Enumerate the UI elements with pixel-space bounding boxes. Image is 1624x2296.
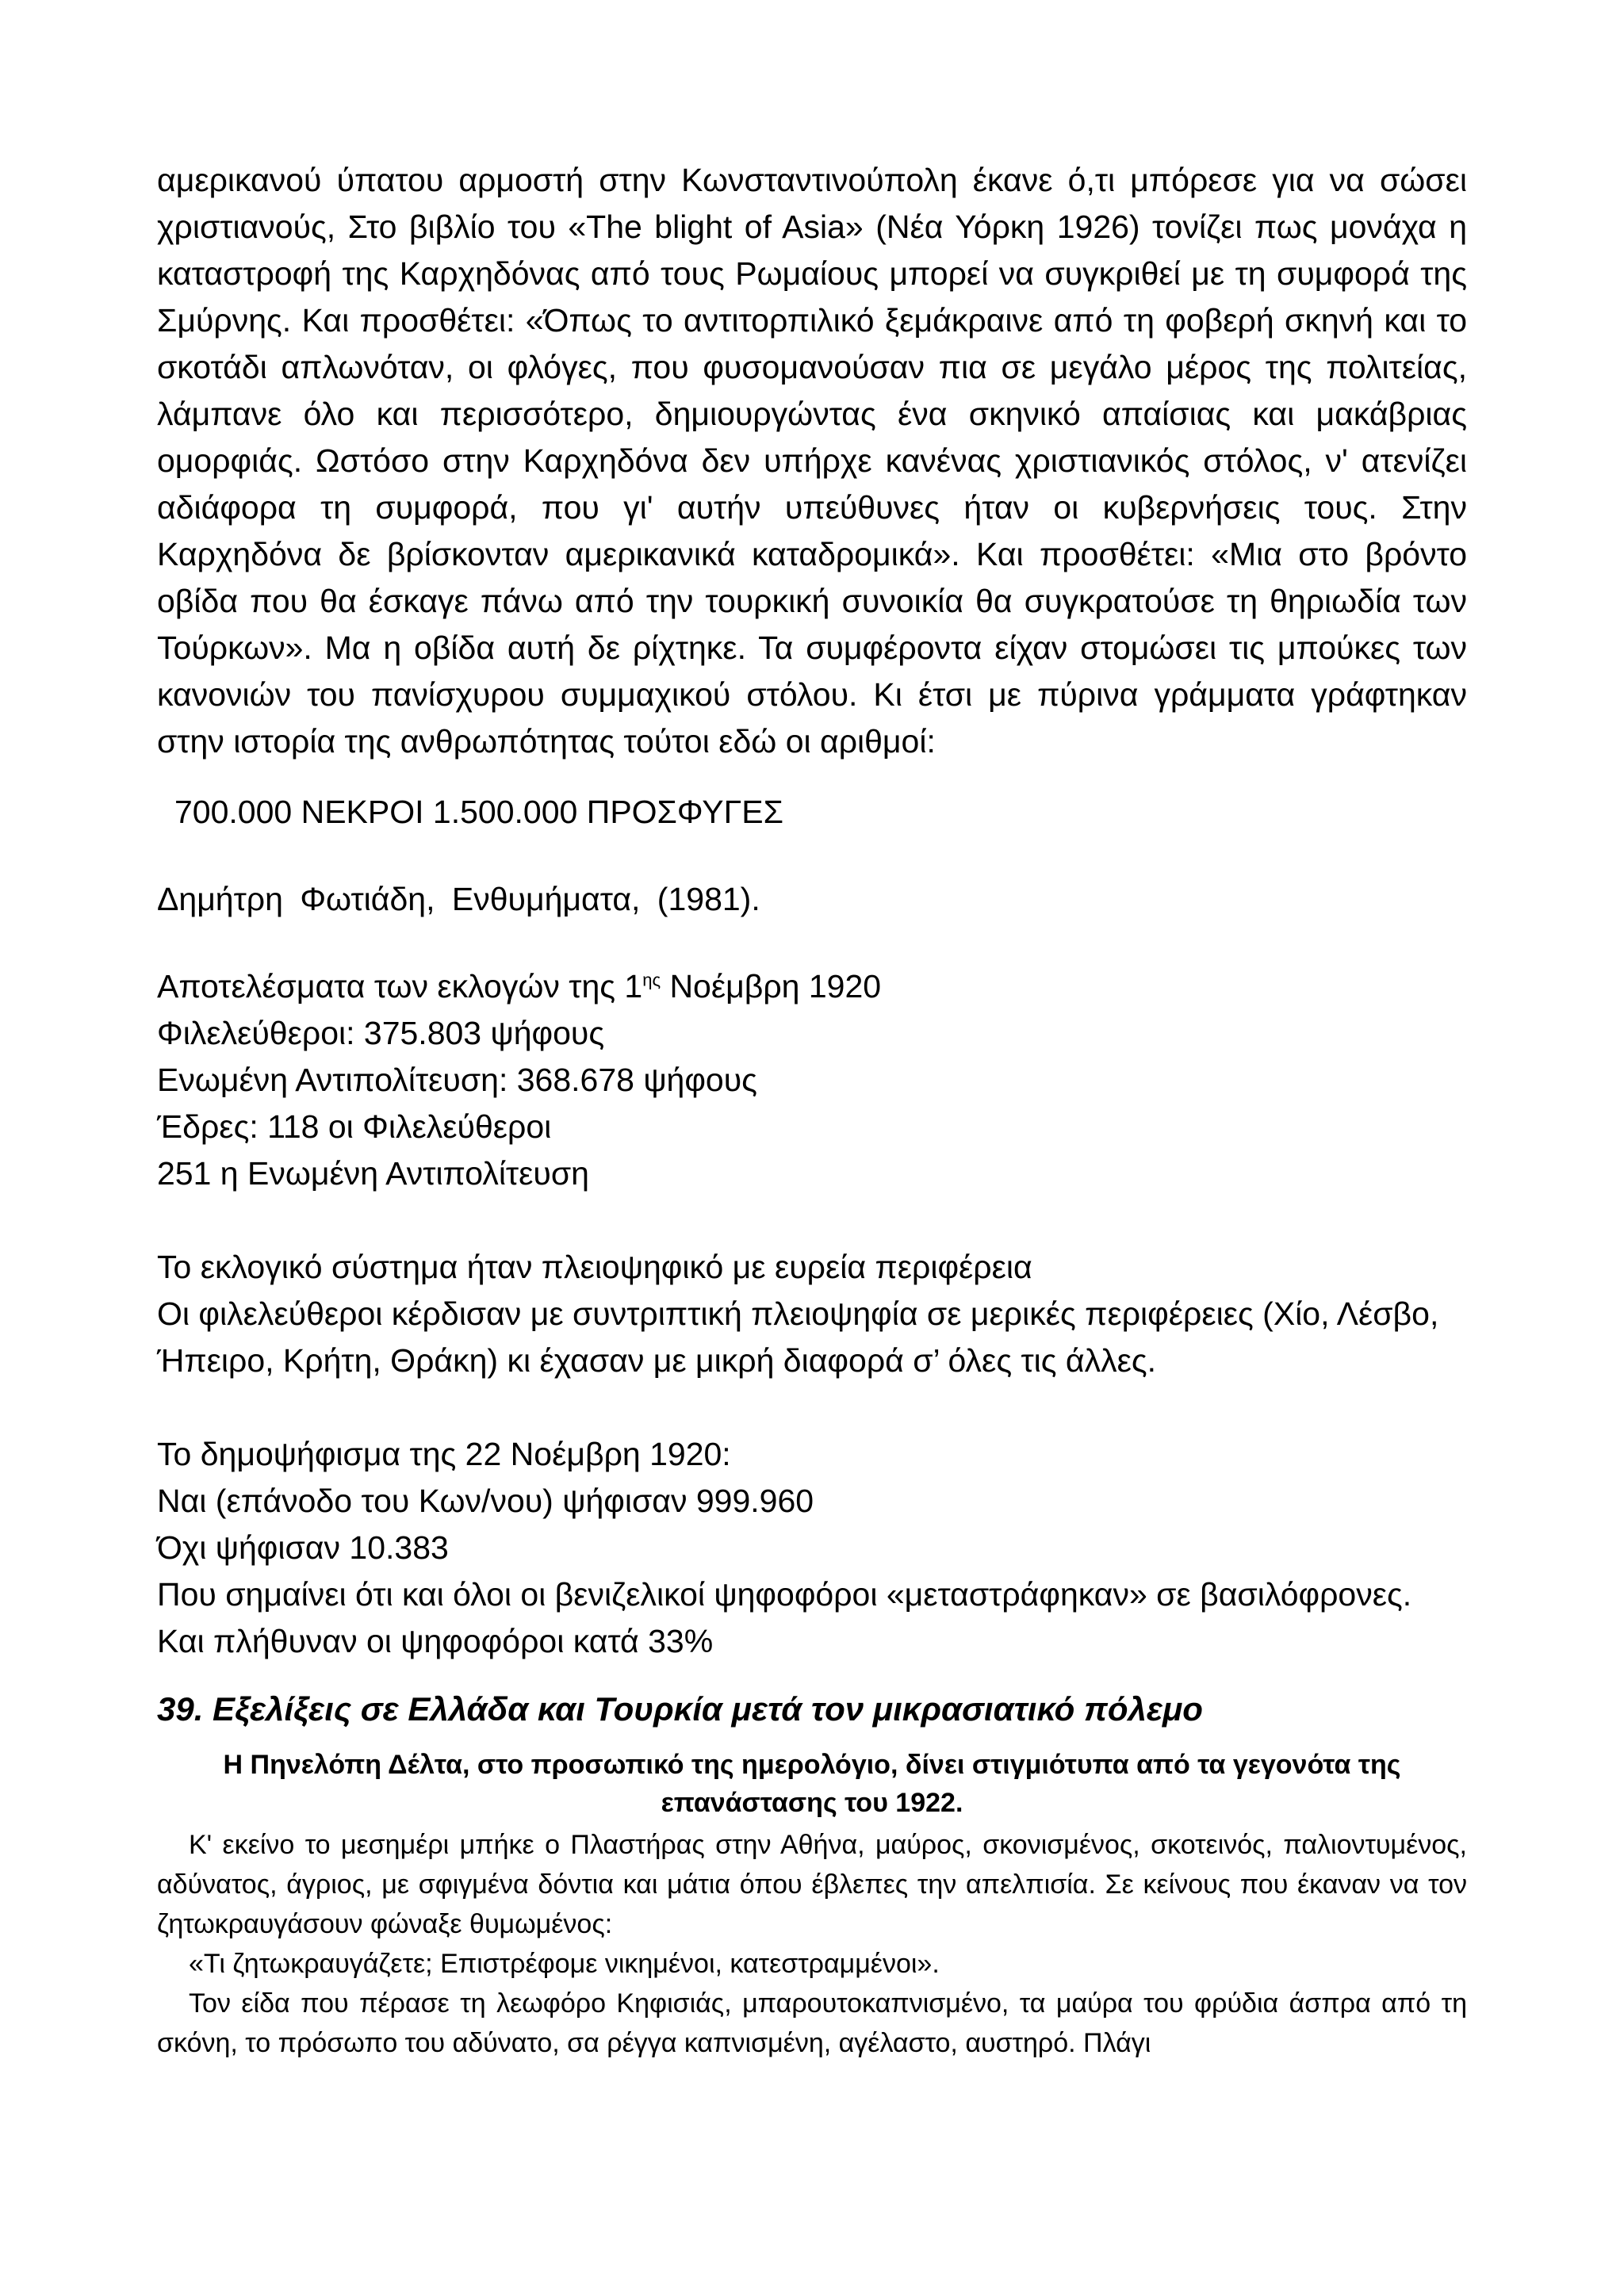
referendum-title: Το δημοψήφισμα της 22 Νοέμβρη 1920: [157, 1436, 731, 1472]
referendum-yes: Ναι (επάνοδο του Κων/νου) ψήφισαν 999.960 [157, 1483, 814, 1519]
sub-heading: Η Πηνελόπη Δέλτα, στο προσωπικό της ημερολόγιο, δίνει στιγμιότυπα από τα γεγονότα της επανάστασης του 1922. [223, 1750, 1401, 1818]
liberals-votes: Φιλελεύθεροι: 375.803 ψήφους [157, 1015, 605, 1051]
source-citation: Δημήτρη Φωτιάδη, Ενθυμήματα, (1981). [157, 881, 760, 917]
electoral-system [157, 1244, 1467, 1384]
liberals-seats: Έδρες: 118 οι Φιλελεύθεροι [157, 1108, 552, 1145]
opposition-votes: Ενωμένη Αντιπολίτευση: 368.678 ψήφους [157, 1062, 757, 1098]
referendum-note: Που σημαίνει ότι και όλοι οι βενιζελικοί ψηφοφόροι «μεταστράφηκαν» σε βασιλόφρονες. Και πλήθυναν οι ψηφοφόροι κατά 33% [157, 1576, 1412, 1659]
system-line: Το εκλογικό σύστημα ήταν πλειοψηφικό με ευρεία περιφέρεια [157, 1249, 1032, 1285]
opposition-seats: 251 η Ενωμένη Αντιπολίτευση [157, 1155, 589, 1192]
document-page [157, 157, 1467, 2063]
referendum [157, 1431, 1467, 1665]
system-outcome: Οι φιλελεύθεροι κέρδισαν με συντριπτική πλειοψηφία σε μερικές περιφέρειες (Χίο, Λέσβο, Ήπειρο, Κρήτη, Θράκη) κι έχασαν με μικρή διαφορά σ’ όλες τις άλλες. [157, 1295, 1439, 1379]
diary-paragraph-1: Κ' εκείνο το μεσημέρι μπήκε ο Πλαστήρας στην Αθήνα, μαύρος, σκονισμένος, σκοτεινός, παλιοντυμένος, αδύνατος, άγριος, με σφιγμένα δόντια και μάτια όπου έβλεπες την απελπισία. Σε κείνους που έκαναν να τον ζητωκραυγάσουν φώναξε θυμωμένος: [157, 1830, 1467, 1939]
election-title: Αποτελέσματα των εκλογών της $1^{\eta\varsigma}$ Νοέμβρη 1920 [157, 968, 882, 1004]
election-results [157, 963, 1467, 1197]
section-title: 39. Εξελίξεις σε Ελλάδα και Τουρκία μετά τον μικρασιατικό πόλεμο [157, 1690, 1203, 1728]
diary-paragraph-2: «Τι ζητωκραυγάζετε; Επιστρέφομε νικημένοι, κατεστραμμένοι». [189, 1949, 940, 1979]
casualties-line: 700.000 ΝΕΚΡΟΙ 1.500.000 ΠΡΟΣΦΥΓΕΣ [174, 794, 783, 830]
referendum-no: Όχι ψήφισαν 10.383 [157, 1529, 449, 1566]
diary-paragraph-3: Τον είδα που πέρασε τη λεωφόρο Κηφισιάς, μπαρουτοκαπνισμένο, τα μαύρα του φρύδια άσπρα από τη σκόνη, το πρόσωπο του αδύνατο, σα ρέγγα καπνισμένη, αγέλαστο, αυστηρό. Πλάγι [157, 1988, 1467, 2058]
intro-paragraph: αμερικανού ύπατου αρμοστή στην Κωνσταντινούπολη έκανε ό,τι μπόρεσε για να σώσει χριστιανούς, Στο βιβλίο του «The blight of Asia» (Νέα Υόρκη 1926) τονίζει πως μονάχα η καταστροφή της Καρχηδόνας από τους Ρωμαίους μπορεί να συγκριθεί με τη συμφορά της Σμύρνης. Και προσθέτει: «Όπως το αντιτορπιλικό ξεμάκραινε από τη φοβερή σκηνή και το σκοτάδι απλωνόταν, οι φλόγες, που φυσομανούσαν πια σε μεγάλο μέρος της πολιτείας, λάμπανε όλο και περισσότερο, δημιουργώντας ένα σκηνικό απαίσιας και μακάβριας ομορφιάς. Ωστόσο στην Καρχηδόνα δεν υπήρχε κανένας χριστιανικός στόλος, ν' ατενίζει αδιάφορα τη συμφορά, που γι' αυτήν υπεύθυνες ήταν οι κυβερνήσεις τους. Στην Καρχηδόνα δε βρίσκονταν αμερικανικά καταδρομικά». Και προσθέτει: «Μια στο βρόντο οβίδα που θα έσκαγε πάνω από την τουρκική συνοικία θα συγκρατούσε τη θηριωδία των Τούρκων». Μα η οβίδα αυτή δε ρίχτηκε. Τα συμφέροντα είχαν στομώσει τις μπούκες των κανονιών του πανίσχυρου συμμαχικού στόλου. Κι έτσι με πύρινα γράμματα γράφτηκαν στην ιστορία της ανθρωπότητας τούτοι εδώ οι αριθμοί: [157, 162, 1467, 760]
